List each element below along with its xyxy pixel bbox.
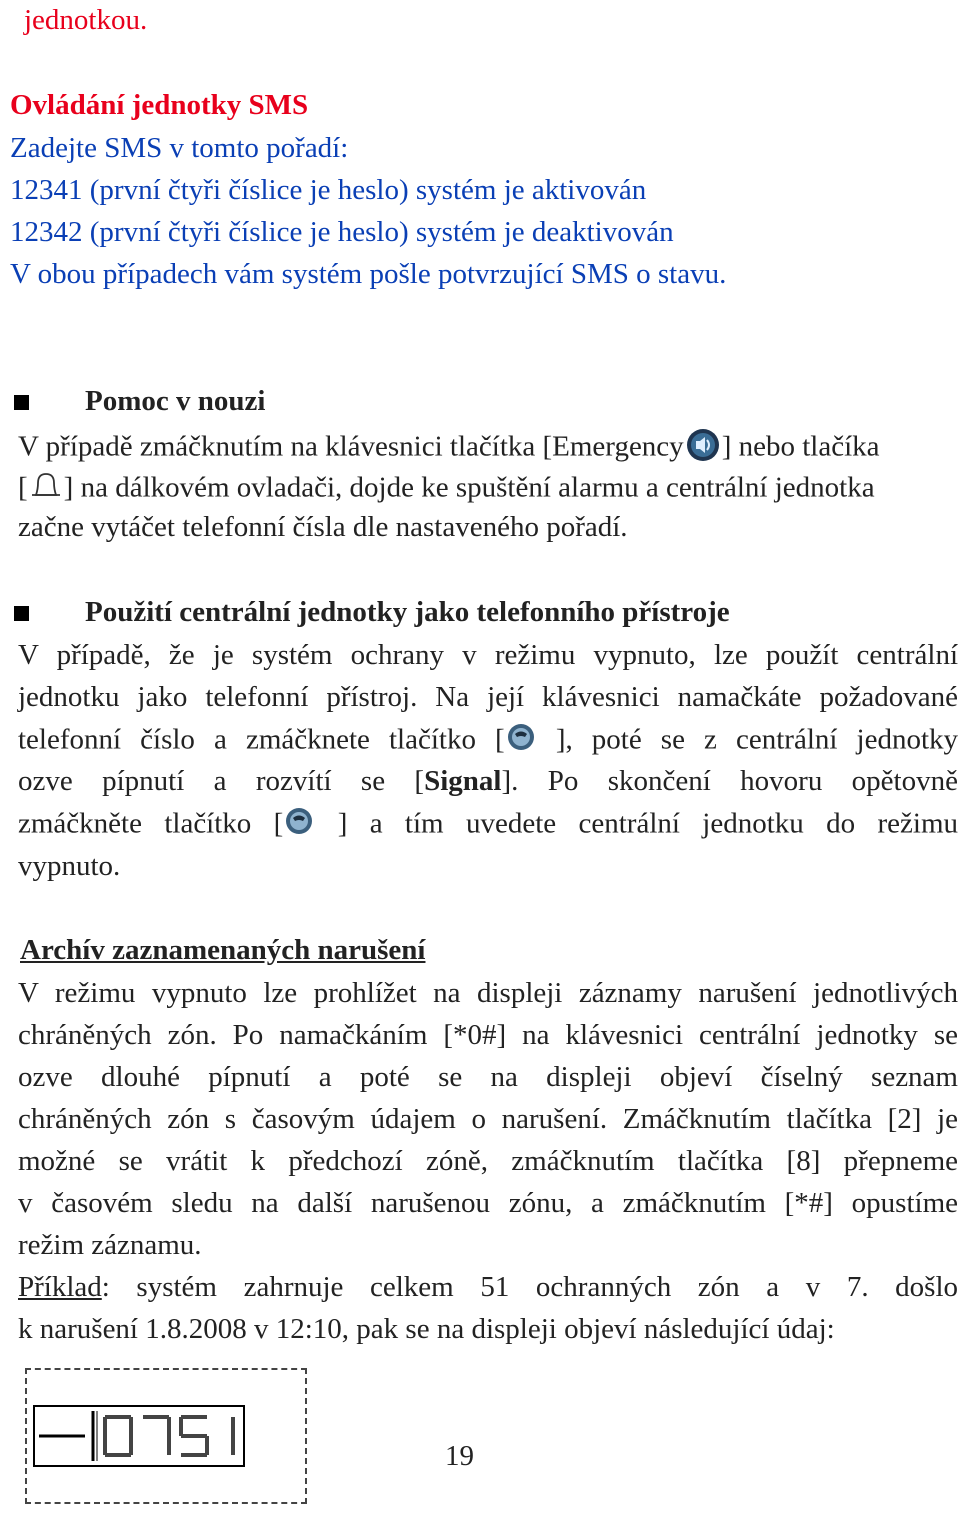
speaker-emergency-icon bbox=[684, 427, 722, 471]
signal-label: Signal bbox=[424, 765, 502, 797]
phone-button-icon bbox=[505, 723, 537, 761]
phone-line: V případě, že je systém ochrany v režimu vypnuto, lze použít centrální bbox=[18, 639, 958, 671]
phone-line: telefonní číslo a zmáčknete tlačítko [ ], poté se z centrální jednotky bbox=[18, 723, 958, 761]
sms-heading: Ovládání jednotky SMS bbox=[10, 89, 309, 121]
emergency-heading: Pomoc v nouzi bbox=[85, 385, 266, 417]
continued-text: jednotkou. bbox=[24, 4, 148, 36]
phone-heading: Použití centrální jednotky jako telefonního přístroje bbox=[85, 596, 730, 628]
archive-line: ozve dlouhé pípnutí a poté se na displeji objeví číselný seznam bbox=[18, 1061, 958, 1093]
sms-line: 12341 (první čtyři číslice je heslo) systém je aktivován bbox=[10, 174, 647, 206]
archive-heading: Archív zaznamenaných narušení bbox=[20, 934, 426, 966]
example-label: Příklad bbox=[18, 1271, 102, 1303]
bullet-square bbox=[14, 395, 29, 410]
phone-button-icon bbox=[283, 807, 315, 845]
page-number: 19 bbox=[445, 1440, 474, 1472]
emergency-line: V případě zmáčknutím na klávesnici tlačítka [Emergency ] nebo tlačíka bbox=[18, 427, 880, 471]
example-line: k narušení 1.8.2008 v 12:10, pak se na displeji objeví následující údaj: bbox=[18, 1313, 835, 1345]
example-line: Příklad: systém zahrnuje celkem 51 ochranných zón a v 7. došlo bbox=[18, 1271, 958, 1303]
emergency-line: začne vytáčet telefonní čísla dle nastaveného pořadí. bbox=[18, 511, 628, 543]
archive-line: chráněných zón. Po namačkáním [*0#] na klávesnici centrální jednotky se bbox=[18, 1019, 958, 1051]
archive-line: V režimu vypnuto lze prohlížet na displeji záznamy narušení jednotlivých bbox=[18, 977, 958, 1009]
archive-line: režim záznamu. bbox=[18, 1229, 202, 1261]
lcd-display bbox=[33, 1405, 245, 1467]
bell-icon bbox=[28, 469, 64, 511]
phone-line: vypnuto. bbox=[18, 850, 121, 882]
sms-line: 12342 (první čtyři číslice je heslo) systém je deaktivován bbox=[10, 216, 674, 248]
lcd-segments bbox=[35, 1407, 243, 1465]
emergency-line: [ ] na dálkovém ovladači, dojde ke spuštění alarmu a centrální jednotka bbox=[18, 469, 875, 511]
phone-line: jednotku jako telefonní přístroj. Na její klávesnici namačkáte požadované bbox=[18, 681, 958, 713]
phone-line: zmáčkněte tlačítko [ ] a tím uvedete centrální jednotku do režimu bbox=[18, 807, 958, 845]
archive-line: v časovém sledu na další narušenou zónu, a zmáčknutím [*#] opustíme bbox=[18, 1187, 958, 1219]
sms-line: Zadejte SMS v tomto pořadí: bbox=[10, 132, 349, 164]
bullet-square bbox=[14, 606, 29, 621]
phone-line: ozve pípnutí a rozvítí se [Signal]. Po skončení hovoru opětovně bbox=[18, 765, 958, 797]
sms-line: V obou případech vám systém pošle potvrzující SMS o stavu. bbox=[10, 258, 727, 290]
archive-line: možné se vrátit k předchozí zóně, zmáčknutím tlačítka [8] přepneme bbox=[18, 1145, 958, 1177]
archive-line: chráněných zón s časovým údajem o narušení. Zmáčknutím tlačítka [2] je bbox=[18, 1103, 958, 1135]
